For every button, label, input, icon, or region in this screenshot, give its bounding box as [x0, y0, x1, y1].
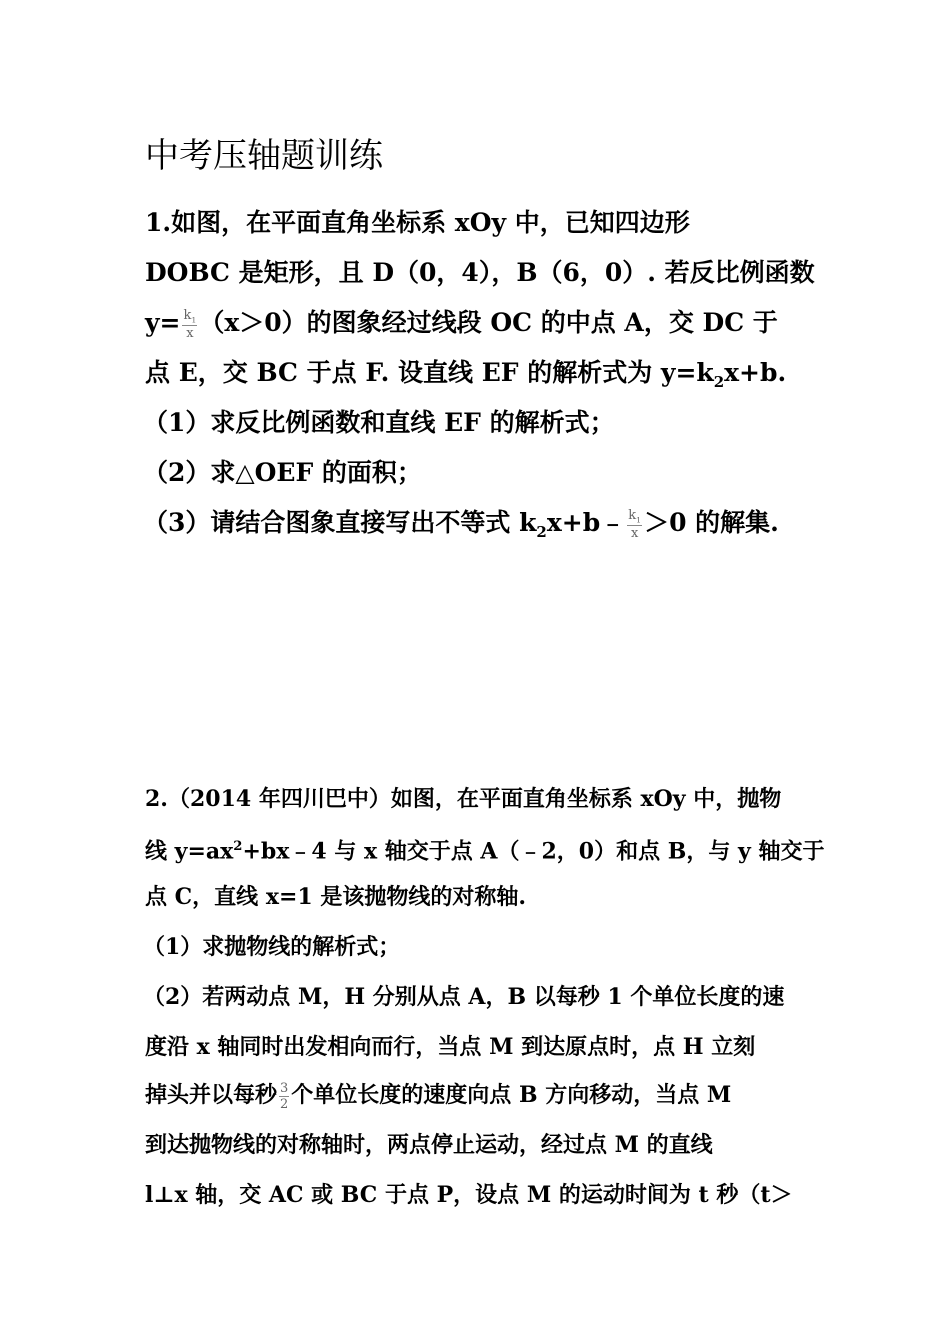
q1-part-3-frac-den: x [630, 526, 639, 542]
q2-fraction-3-over-2 [279, 1082, 289, 1111]
q2-line-2-post: +bx﹣4 与 x 轴交于点 A（﹣2，0）和点 B，与 y 轴交于 [242, 838, 825, 865]
q1-line-2: DOBC 是矩形，且 D（0，4），B（6，0）. 若反比例函数 [145, 258, 815, 287]
q1-part-3-pre: （3）请结合图象直接写出不等式 k [143, 508, 537, 537]
q1-frac-num: k [183, 307, 192, 323]
q1-line-4-sub: 2 [713, 373, 725, 391]
q1-part-3-fraction [627, 509, 642, 540]
q2-part-2-line-4: 到达抛物线的对称轴时，两点停止运动，经过点 M 的直线 [145, 1132, 713, 1158]
q2-frac-num: 3 [280, 1080, 289, 1096]
q1-line-1: 1.如图，在平面直角坐标系 xOy 中，已知四边形 [145, 208, 690, 237]
q2-frac-den: 2 [280, 1096, 289, 1112]
q1-line-4 [145, 356, 786, 399]
q1-line-4-post: x+b. [724, 358, 787, 387]
q1-part-3-frac-num: k [628, 507, 637, 523]
q1-line-4-pre: 点 E，交 BC 于点 F. 设直线 EF 的解析式为 y=k [145, 358, 714, 387]
q1-part-3-frac-num-sub: 1 [636, 515, 642, 525]
q2-line-2-pre: 线 y=ax [145, 838, 234, 865]
q2-part-2-line-2: 度沿 x 轴同时出发相向而行，当点 M 到达原点时，点 H 立刻 [145, 1034, 756, 1060]
q1-line-3-pre: y= [145, 308, 181, 337]
q1-line-3 [145, 306, 778, 340]
q1-frac-den: x [186, 326, 194, 342]
q2-part-2-line-3 [145, 1080, 731, 1111]
q1-part-3-sub: 2 [536, 523, 547, 541]
q2-line-2 [145, 832, 824, 866]
q1-line-3-post: （x＞0）的图象经过线段 OC 的中点 A，交 DC 于 [199, 308, 778, 337]
q1-part-3 [143, 506, 779, 549]
q2-part-2-line-1: （2）若两动点 M，H 分别从点 A，B 以每秒 1 个单位长度的速 [143, 984, 785, 1010]
q2-part-2-line-3-post: 个单位长度的速度向点 B 方向移动，当点 M [291, 1082, 732, 1108]
q2-line-1: 2.（2014 年四川巴中）如图，在平面直角坐标系 xOy 中，抛物 [145, 786, 782, 812]
q1-fraction-k1-over-x [182, 309, 197, 340]
q1-part-3-mid: x+b﹣ [546, 508, 626, 537]
q2-part-2-line-3-pre: 掉头并以每秒 [145, 1082, 278, 1108]
q1-part-3-post: ＞0 的解集. [644, 508, 779, 537]
q2-part-2-line-5: l⊥x 轴，交 AC 或 BC 于点 P，设点 M 的运动时间为 t 秒（t＞ [145, 1182, 793, 1208]
q2-part-1: （1）求抛物线的解析式； [143, 934, 401, 960]
q1-part-2: （2）求△OEF 的面积； [143, 458, 422, 487]
q1-frac-num-sub: 1 [191, 315, 197, 325]
q2-line-2-sup: 2 [233, 839, 243, 854]
q2-line-3: 点 C，直线 x=1 是该抛物线的对称轴. [145, 884, 527, 910]
page-title: 中考压轴题训练 [145, 136, 383, 176]
q1-part-1: （1）求反比例函数和直线 EF 的解析式； [143, 408, 615, 437]
